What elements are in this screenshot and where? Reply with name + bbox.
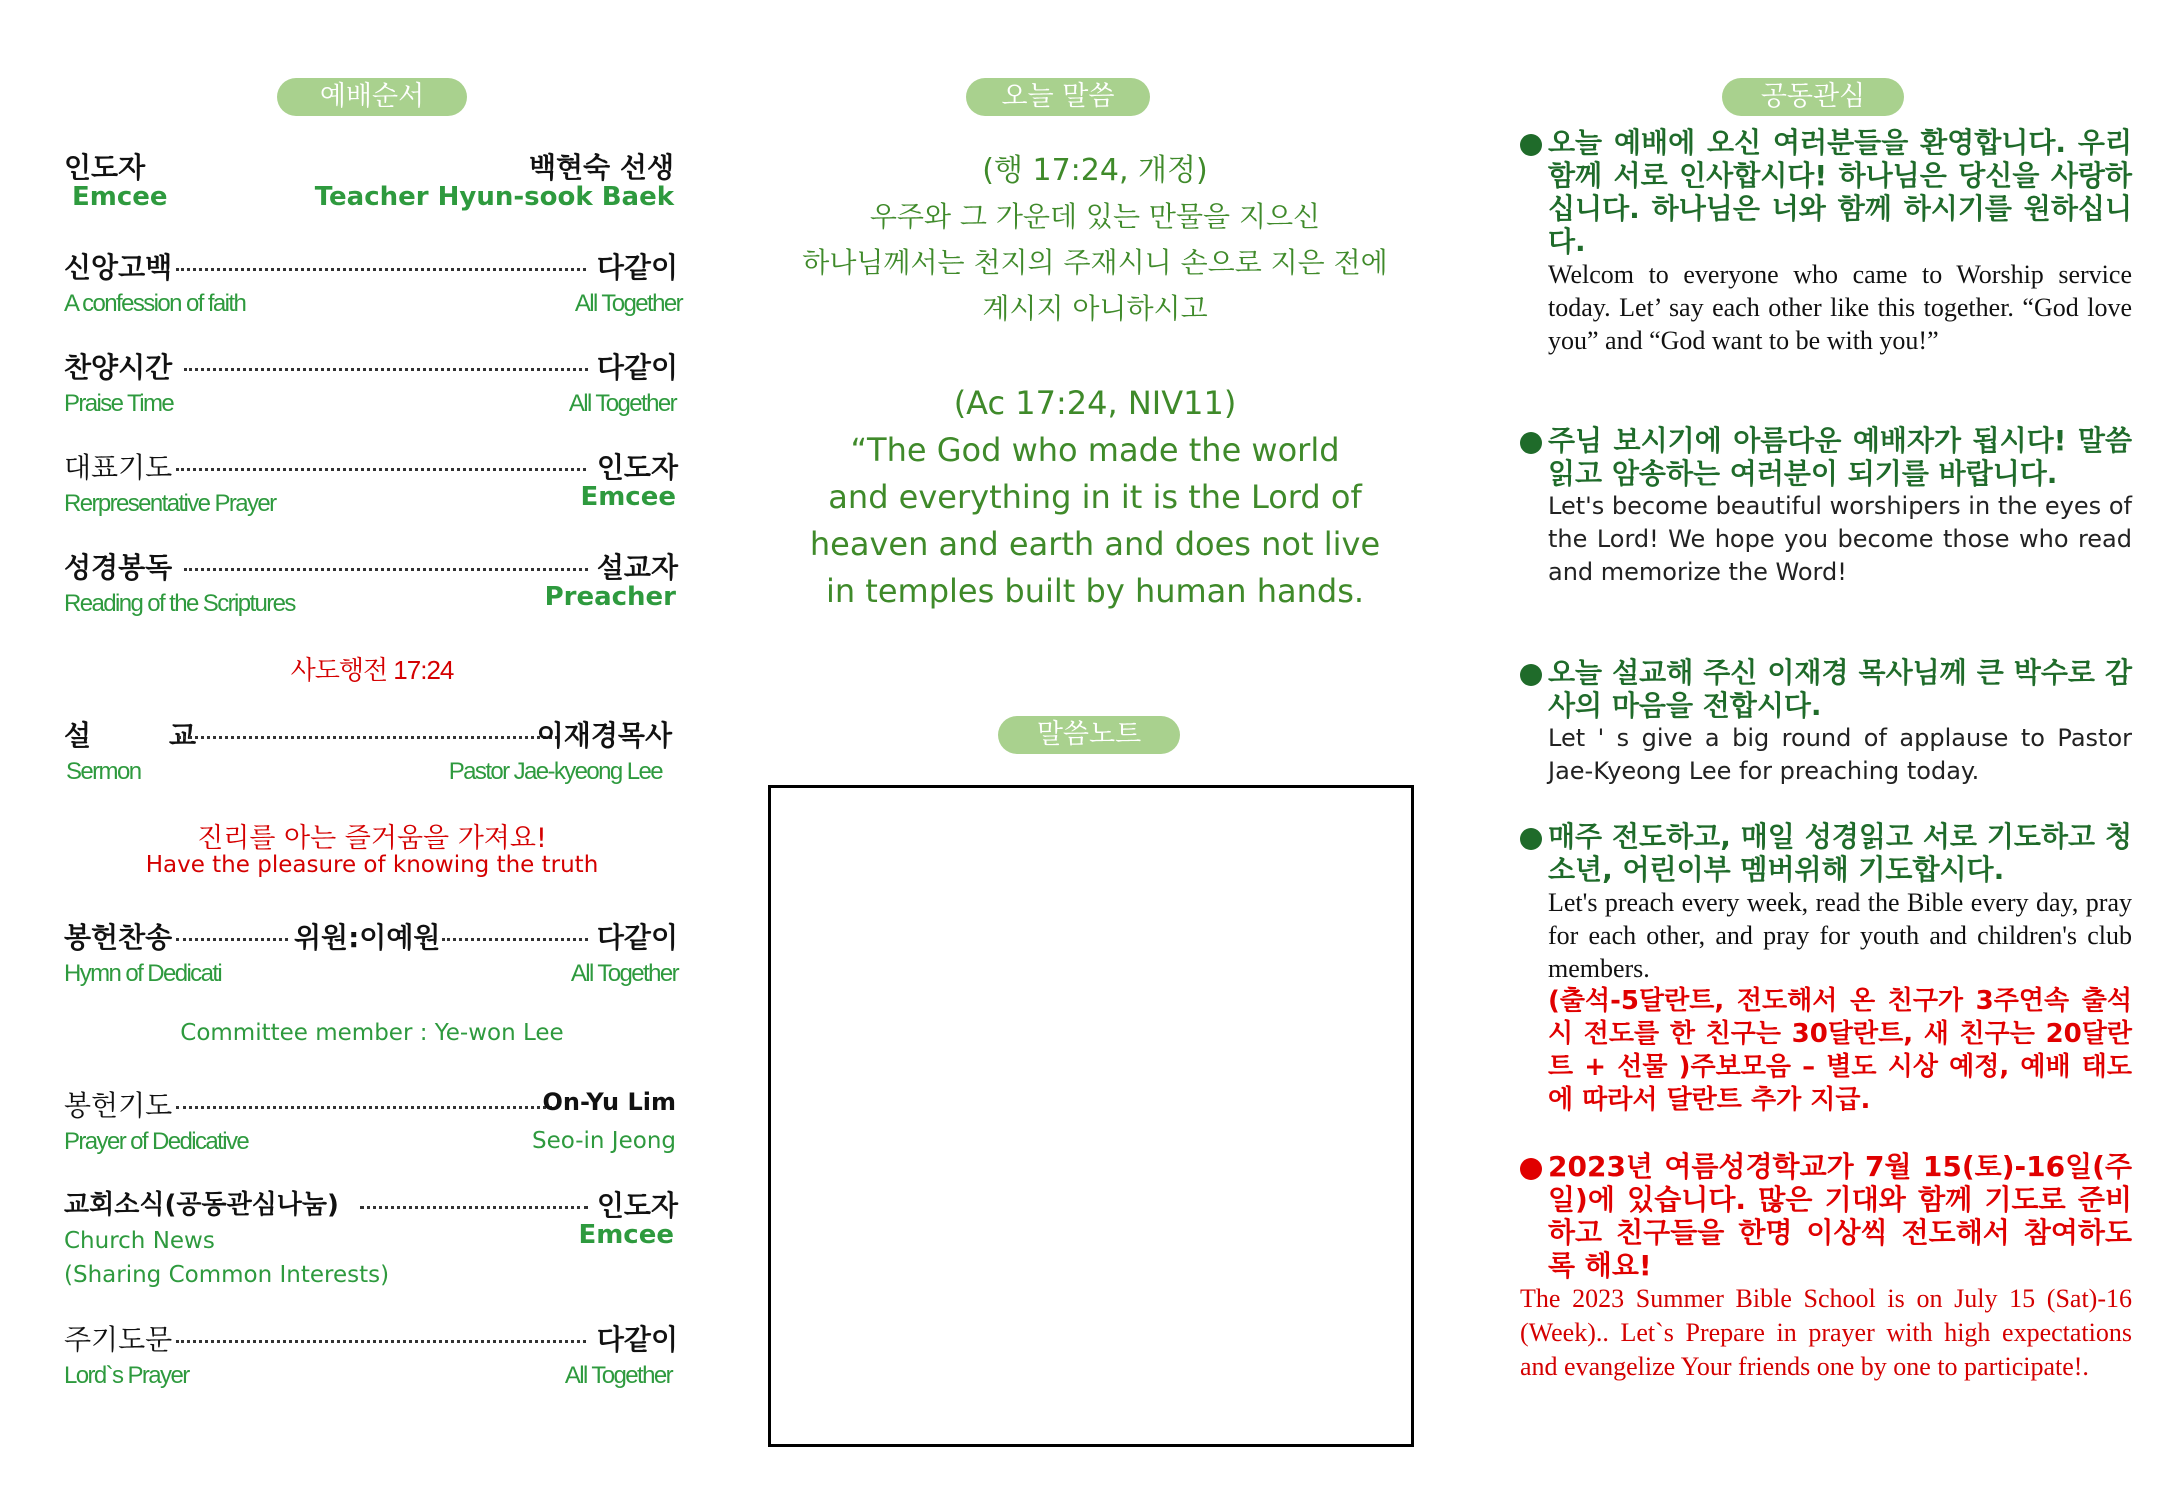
scripture-reference: 사도행전 17:24 — [290, 655, 454, 685]
news-head-kr: 2023년 여름성경학교가 7월 15(토)-16일(주일)에 있습니다. 많은 기대와 함께 기도로 준비하고 친구들을 한명 이상씩 전도해서 참여하도록 해요! — [1548, 1150, 2132, 1282]
bullet-icon — [1520, 664, 1542, 686]
committee-kr: 위원:이예원 — [294, 921, 441, 954]
leader-row — [62, 146, 682, 212]
order-item-confession — [62, 246, 682, 317]
item-label-en: Rerpresentative Prayer — [64, 490, 276, 517]
item-label-en: Lord`s Prayer — [64, 1362, 189, 1389]
order-item-church-news — [62, 1184, 682, 1288]
korean-verse-reference: (행 17:24, 개정) — [982, 153, 1208, 188]
news-head-kr: 주님 보시기에 아름다운 예배자가 됩시다! 말씀 읽고 암송하는 여러분이 되기를 바랍니다. — [1548, 424, 2132, 490]
bullet-icon — [1520, 432, 1542, 454]
item-role-en: All Together — [574, 290, 682, 317]
item-role-kr: 다같이 — [596, 1323, 678, 1356]
item-label-en: Praise Time — [64, 390, 174, 417]
item-label-en: Reading of the Scriptures — [64, 590, 295, 617]
order-item-rep-prayer — [62, 446, 682, 517]
item-label-kr: 주기도문 — [64, 1323, 173, 1356]
news-body-en: Welcom to everyone who came to Worship service today. Let’ say each other like this together. “God love you” and “God want to be with you!” — [1548, 260, 2132, 355]
order-item-scripture — [62, 546, 682, 617]
item-role-kr: 다같이 — [596, 251, 678, 284]
sermon-title-kr: 진리를 아는 즐거움을 가져요! — [197, 823, 547, 854]
item-label-en: Church News — [64, 1228, 215, 1254]
news-item-welcome — [1520, 126, 2132, 357]
news-body-en: Let ' s give a big round of applause to Pastor Jae-Kyeong Lee for preaching today. — [1548, 724, 2132, 785]
leader-dots — [184, 368, 588, 371]
leader-label-en: Emcee — [72, 182, 168, 212]
news-head-kr: 매주 전도하고, 매일 성경읽고 서로 기도하고 청소년, 어린이부 멤버위해 기도합시다. — [1548, 820, 2132, 886]
item-label-kr: 설 교 — [64, 719, 197, 752]
item-role-en: Preacher — [544, 582, 676, 612]
leader-label-kr: 인도자 — [64, 151, 146, 184]
bullet-icon — [1520, 828, 1542, 850]
sermon-title-en: Have the pleasure of knowing the truth — [145, 852, 599, 878]
sermon-notes-box[interactable] — [768, 785, 1414, 1447]
item-label-en: Hymn of Dedicati — [64, 960, 222, 987]
news-head-kr: 오늘 설교해 주신 이재경 목사님께 큰 박수로 감사의 마음을 전합시다. — [1548, 656, 2132, 722]
leader-dots — [442, 938, 588, 941]
talent-rules-note: (출석-5달란트, 전도해서 온 친구가 3주연속 출석시 전도를 한 친구는 30달란트, 새 친구는 20달란트 + 선물 )주보모음 – 별도 시상 예정, 예배 태도에 따라서 달란트 추가 지급. — [1548, 986, 2132, 1115]
item-label-en-2: (Sharing Common Interests) — [64, 1262, 390, 1288]
prayer-leader-2-en: Seo-in Jeong — [531, 1128, 676, 1154]
item-role-en: Emcee — [580, 482, 676, 512]
item-label-kr: 봉헌찬송 — [64, 921, 173, 954]
item-label-kr: 봉헌기도 — [64, 1089, 173, 1122]
item-label-kr: 대표기도 — [64, 451, 173, 484]
leader-dots — [176, 1340, 586, 1343]
item-role-en: All Together — [570, 960, 678, 987]
bullet-icon — [1520, 134, 1542, 156]
news-item-evangelism — [1520, 820, 2132, 1117]
item-role-en: Emcee — [578, 1220, 674, 1250]
committee-member-en: Committee member : Ye-won Lee — [180, 1020, 564, 1046]
news-item-worshipers — [1520, 424, 2132, 589]
item-label-kr: 찬양시간 — [64, 351, 173, 384]
item-label-en: A confession of faith — [64, 290, 246, 317]
item-label-en: Sermon — [66, 758, 141, 785]
news-body-en: Let's preach every week, read the Bible every day, pray for each other, and pray for youth and children's club members. — [1548, 888, 2132, 983]
item-role-en: All Together — [568, 390, 676, 417]
item-label-en: Prayer of Dedicative — [64, 1128, 249, 1155]
leader-dots — [176, 268, 586, 271]
english-verse-line: heaven and earth and does not live — [809, 525, 1381, 563]
bullet-icon — [1520, 1158, 1542, 1180]
order-item-lords-prayer — [62, 1318, 682, 1389]
sermon-notes-pill: 말씀노트 — [998, 716, 1180, 754]
korean-verse-line: 계시지 아니하시고 — [982, 292, 1208, 325]
english-verse-line: and everything in it is the Lord of — [828, 478, 1362, 516]
leader-dots — [184, 568, 588, 571]
item-label-kr: 교회소식(공동관심나눔) — [64, 1190, 339, 1220]
order-item-sermon — [62, 714, 682, 785]
order-item-offering-prayer — [62, 1084, 682, 1155]
item-role-kr: 인도자 — [596, 451, 678, 484]
news-item-applause — [1520, 656, 2132, 788]
english-verse-reference: (Ac 17:24, NIV11) — [953, 384, 1237, 422]
item-role-kr: 다같이 — [596, 921, 678, 954]
leader-dots — [178, 736, 558, 739]
leader-dots — [176, 938, 288, 941]
item-label-kr: 신앙고백 — [64, 251, 173, 284]
item-role-kr: 다같이 — [596, 351, 678, 384]
prayer-leader-en: On-Yu Lim — [542, 1088, 676, 1116]
leader-name-en: Teacher Hyun-sook Baek — [314, 182, 674, 212]
english-verse-line: in temples built by human hands. — [825, 572, 1365, 610]
preacher-en: Pastor Jae-kyeong Lee — [448, 758, 662, 785]
korean-verse-line: 하나님께서는 천지의 주재시니 손으로 지은 전에 — [802, 246, 1388, 279]
news-head-kr: 오늘 예배에 오신 여러분들을 환영합니다. 우리 함께 서로 인사합시다! 하나님은 당신을 사랑하십니다. 하나님은 너와 함께 하시기를 원하십니다. — [1548, 126, 2132, 258]
order-section-pill: 예배순서 — [277, 78, 467, 116]
english-verse-line: “The God who made the world — [850, 431, 1340, 469]
order-item-praise — [62, 346, 682, 417]
leader-dots — [360, 1206, 588, 1209]
leader-name-kr: 백현숙 선생 — [529, 151, 674, 184]
news-section-pill: 공동관심 — [1722, 78, 1904, 116]
item-role-kr: 인도자 — [596, 1189, 678, 1222]
news-body-en: The 2023 Summer Bible School is on July 15 (Sat)-16 (Week).. Let`s Prepare in prayer with high expectations and evangelize Your friends one by one to participate!. — [1520, 1284, 2132, 1381]
item-role-kr: 설교자 — [596, 551, 678, 584]
order-item-hymn — [62, 916, 682, 987]
item-role-en: All Together — [564, 1362, 672, 1389]
preacher-kr: 이재경목사 — [536, 719, 672, 752]
item-label-kr: 성경봉독 — [64, 551, 173, 584]
leader-dots — [176, 1106, 552, 1109]
news-item-summer-bible-school — [1520, 1150, 2132, 1384]
korean-verse-line: 우주와 그 가운데 있는 만물을 지으신 — [869, 200, 1321, 233]
word-section-pill: 오늘 말씀 — [966, 78, 1150, 116]
leader-dots — [176, 468, 586, 471]
news-body-en: Let's become beautiful worshipers in the eyes of the Lord! We hope you become those who read and memorize the Word! — [1548, 492, 2132, 586]
